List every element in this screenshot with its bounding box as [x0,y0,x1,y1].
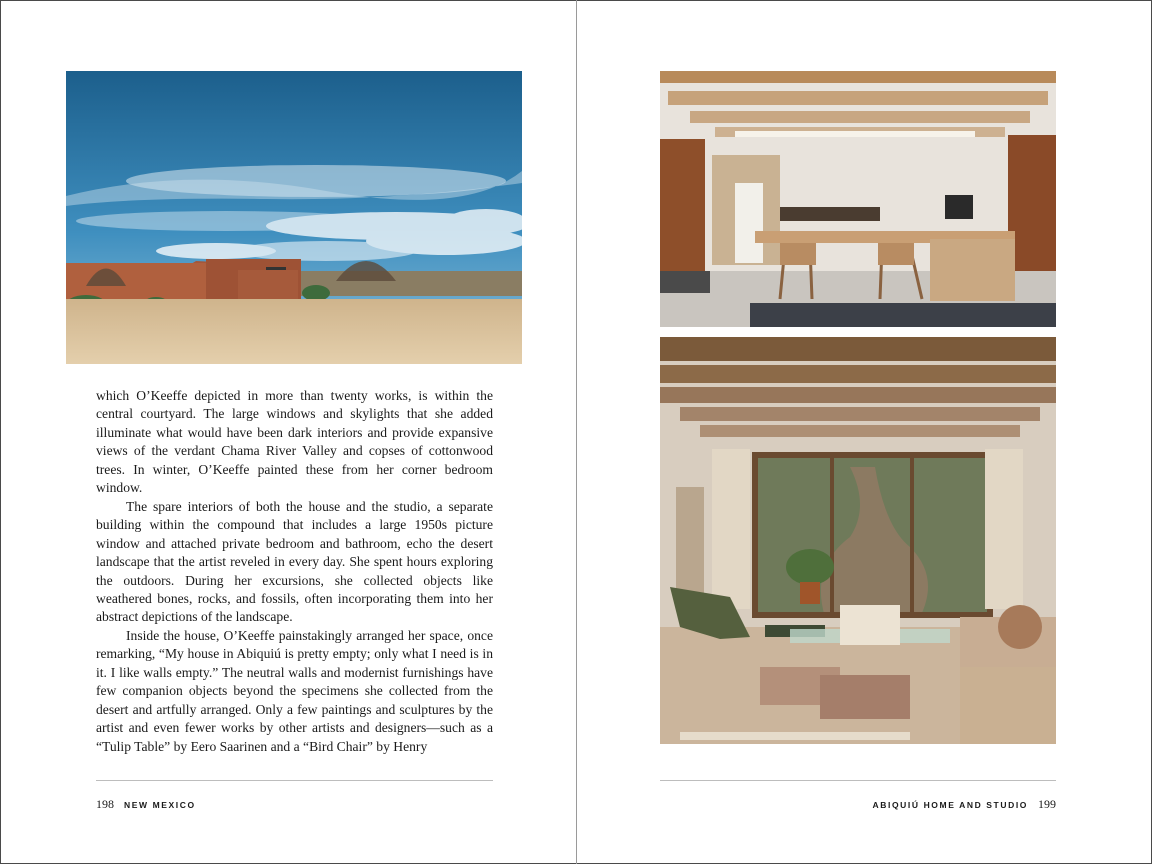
running-head-right: ABIQUIÚ HOME AND STUDIO [872,800,1028,810]
paragraph-1: which O’Keeffe depicted in more than twenty works, is within the central courtyard. The large windows and skylights that she added illuminate what would have been dark interiors and provide expansive views of the verdant Chama River Valley and copses of cottonwood trees. In winter, O’Keeffe painted these from her corner bedroom window. [96,388,493,496]
footer-rule-right [660,780,1056,781]
footer-rule-left [96,780,493,781]
page-number-left: 198 [96,797,114,811]
adobe-compound-photo [66,71,522,364]
footer-left [96,797,196,812]
page-number-right: 199 [1038,797,1056,811]
paragraph-2: The spare interiors of both the house and the studio, a separate building within the compound that includes a large 1950s picture window and attached private bedroom and bathroom, echo the desert landscape that the artist reveled in every day. She spent hours exploring the outdoors. During her excursions, she collected objects like weathered bones, rocks, and fossils, often incorporating them into her abstract depictions of the landscape. [96,498,493,625]
living-room-photo [660,337,1056,744]
paragraph-3: Inside the house, O’Keeffe painstakingly arranged her space, once remarking, “My house in Abiquiú is pretty empty; only what I need is in it. I like walls empty.” The neutral walls and modernist furnishings have few companion objects beyond the specimens she collected from the desert and artfully arranged. Only a few paintings and sculptures by the artist and even fewer works by other artists and designers—such as a “Tulip Table” by Eero Saarinen and a “Bird Chair” by Henry [96,627,493,754]
footer-right [873,797,1056,812]
book-gutter [576,0,577,864]
body-text-column [96,387,493,756]
running-head-left: NEW MEXICO [124,800,196,810]
studio-interior-photo [660,71,1056,327]
